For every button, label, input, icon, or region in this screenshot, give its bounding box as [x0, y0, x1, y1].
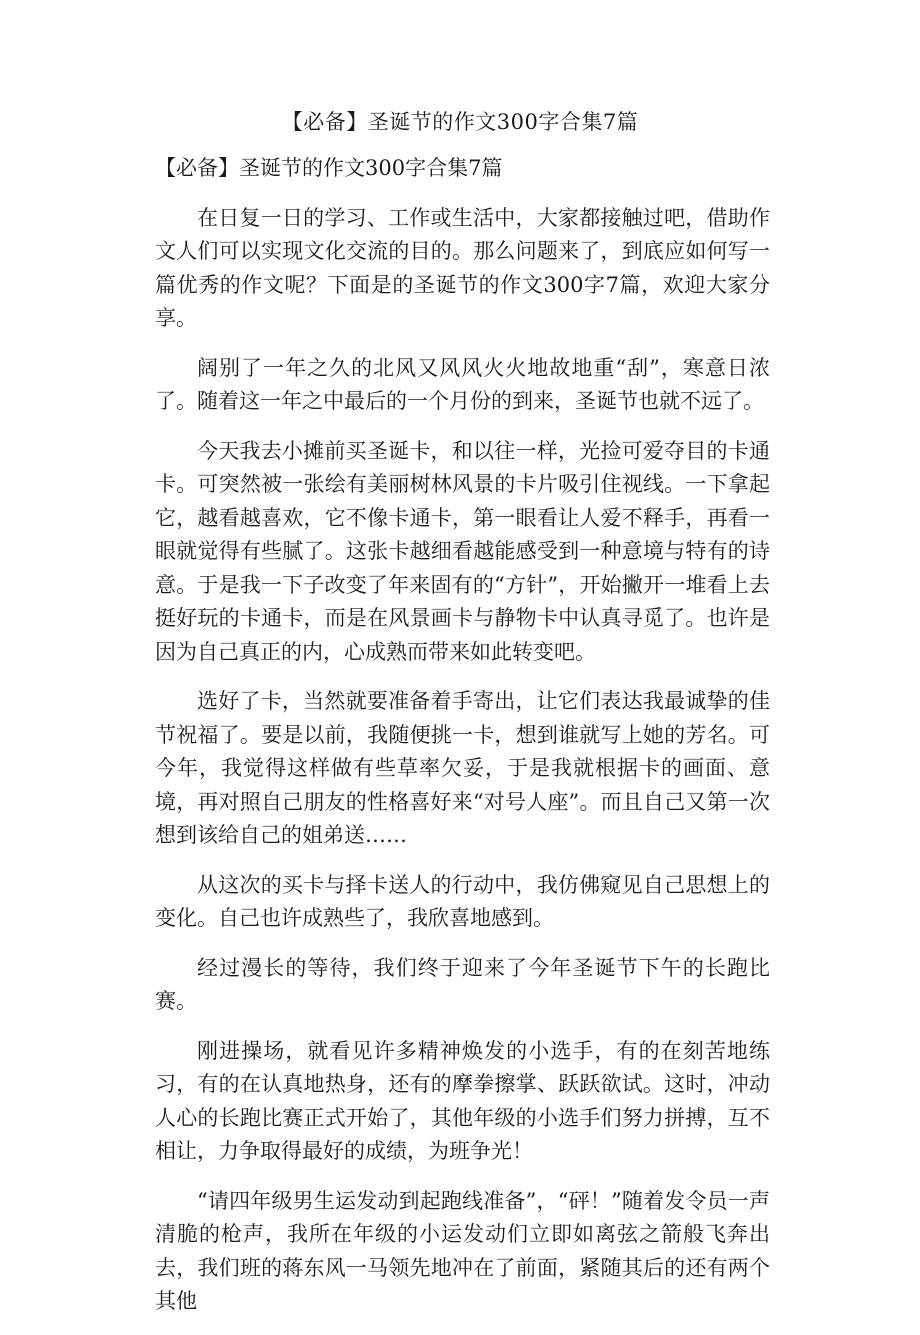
paragraph: 在日复一日的学习、工作或生活中，大家都接触过吧，借助作文人们可以实现文化交流的目的。那么问题来了，到底应如何写一篇优秀的作文呢？下面是的圣诞节的作文300字7篇，欢迎大家分享。	[155, 205, 770, 330]
paragraph: “请四年级男生运发动到起跑线准备”，“砰！”随着发令员一声清脆的枪声，我所在年级的小运发动们立即如离弦之箭般飞奔出去，我们班的蒋东风一马领先地冲在了前面，紧随其后的还有两个其他	[155, 1188, 770, 1313]
paragraph: 刚进操场，就看见许多精神焕发的小选手，有的在刻苦地练习，有的在认真地热身，还有的摩拳擦掌、跃跃欲试。这时，冲动人心的长跑比赛正式开始了，其他年级的小选手们努力拼搏，互不相让，力争取得最好的成绩，为班争光！	[155, 1038, 770, 1163]
paragraph: 今天我去小摊前买圣诞卡，和以往一样，光捡可爱夺目的卡通卡。可突然被一张绘有美丽树林风景的卡片吸引住视线。一下拿起它，越看越喜欢，它不像卡通卡，第一眼看让人爱不释手，再看一眼就觉得有些腻了。这张卡越细看越能感受到一种意境与特有的诗意。于是我一下子改变了年来固有的“方针”，开始撇开一堆看上去挺好玩的卡通卡，而是在风景画卡与静物卡中认真寻觅了。也许是因为自己真正的内，心成熟而带来如此转变吧。	[155, 438, 770, 664]
document-subtitle: 【必备】圣诞节的作文300字合集7篇	[155, 156, 503, 180]
page-title: 【必备】圣诞节的作文300字合集7篇	[281, 110, 639, 134]
document-body	[155, 152, 770, 1335]
paragraph: 选好了卡，当然就要准备着手寄出，让它们表达我最诚挚的佳节祝福了。要是以前，我随便挑一卡，想到谁就写上她的芳名。可今年，我觉得这样做有些草率欠妥，于是我就根据卡的画面、意境，再对照自己朋友的性格喜好来“对号人座”。而且自己又第一次想到该给自己的姐弟送……	[155, 689, 770, 847]
paragraph: 经过漫长的等待，我们终于迎来了今年圣诞节下午的长跑比赛。	[155, 955, 770, 1013]
paragraph: 从这次的买卡与择卡送人的行动中，我仿佛窥见自己思想上的变化。自己也许成熟些了，我欣喜地感到。	[155, 872, 770, 930]
paragraph: 阔别了一年之久的北风又风风火火地故地重“刮”，寒意日浓了。随着这一年之中最后的一个月份的到来，圣诞节也就不远了。	[155, 355, 770, 413]
